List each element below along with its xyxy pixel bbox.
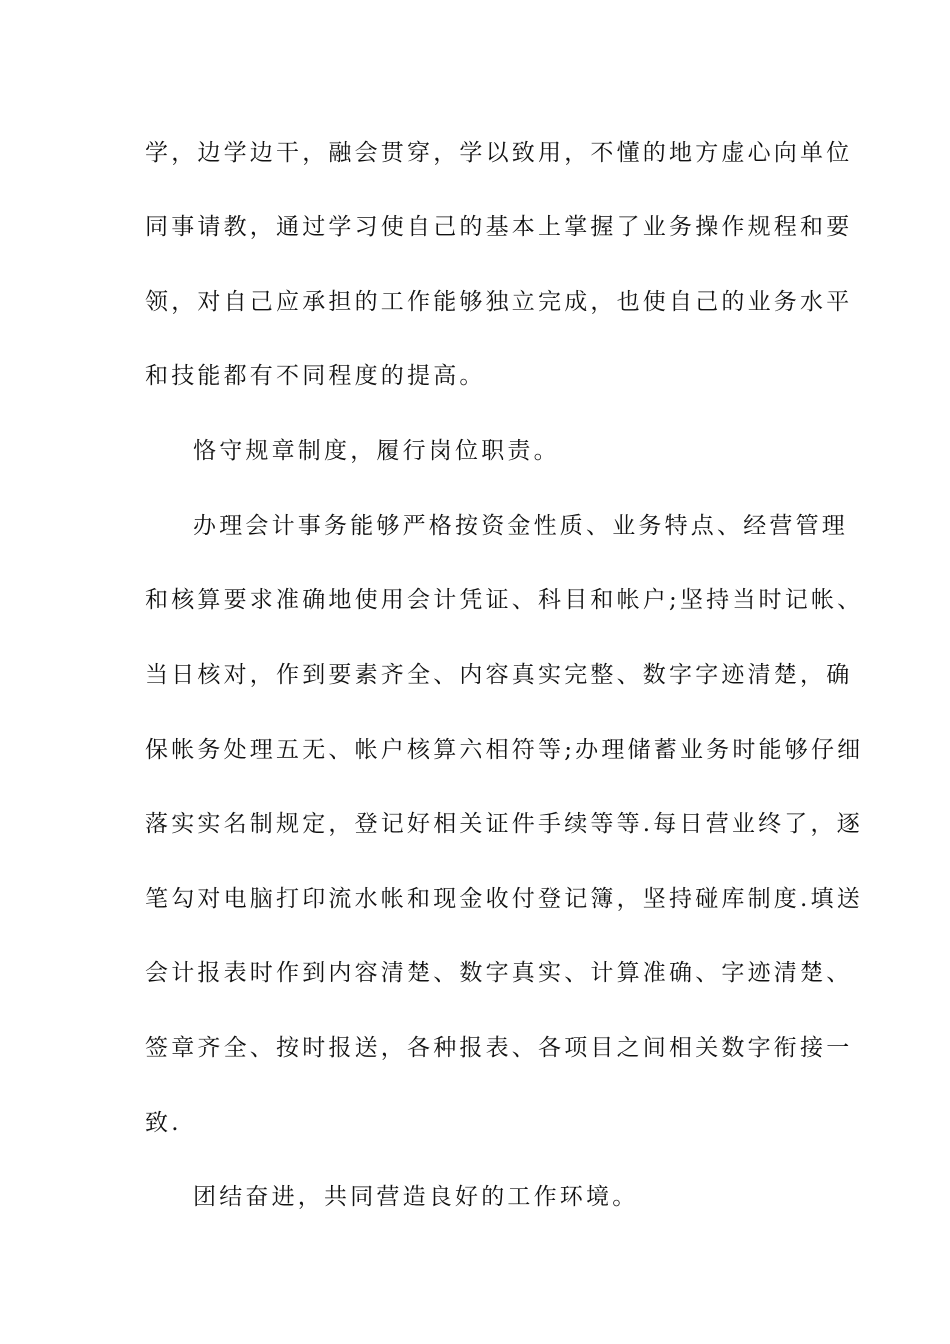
section-heading-teamwork: 团结奋进，共同营造良好的工作环境。 — [193, 1184, 639, 1210]
section-heading-rules: 恪守规章制度，履行岗位职责。 — [193, 438, 560, 464]
paragraph-1-line-3: 领，对自己应承担的工作能够独立完成，也使自己的业务水平 — [145, 289, 853, 315]
paragraph-2-line-8: 签章齐全、按时报送，各种报表、各项目之间相关数字衔接一 — [145, 1035, 853, 1061]
paragraph-2-line-4: 保帐务处理五无、帐户核算六相符等;办理储蓄业务时能够仔细 — [145, 737, 864, 763]
paragraph-2-line-5: 落实实名制规定，登记好相关证件手续等等.每日营业终了，逐 — [145, 811, 863, 837]
paragraph-2-line-2: 和核算要求准确地使用会计凭证、科目和帐户;坚持当时记帐、 — [145, 587, 864, 613]
paragraph-2-line-7: 会计报表时作到内容清楚、数字真实、计算准确、字迹清楚、 — [145, 960, 853, 986]
paragraph-1-line-2: 同事请教，通过学习使自己的基本上掌握了业务操作规程和要 — [145, 214, 853, 240]
paragraph-2-line-6: 笔勾对电脑打印流水帐和现金收付登记簿，坚持碰库制度.填送 — [145, 886, 863, 912]
paragraph-2-line-1: 办理会计事务能够严格按资金性质、业务特点、经营管理 — [193, 513, 848, 539]
paragraph-2-line-3: 当日核对，作到要素齐全、内容真实完整、数字字迹清楚，确 — [145, 662, 853, 688]
paragraph-1-line-4: 和技能都有不同程度的提高。 — [145, 363, 486, 389]
paragraph-2-line-9: 致. — [145, 1110, 182, 1136]
paragraph-1-line-1: 学，边学边干，融会贯穿，学以致用，不懂的地方虚心向单位 — [145, 140, 853, 166]
